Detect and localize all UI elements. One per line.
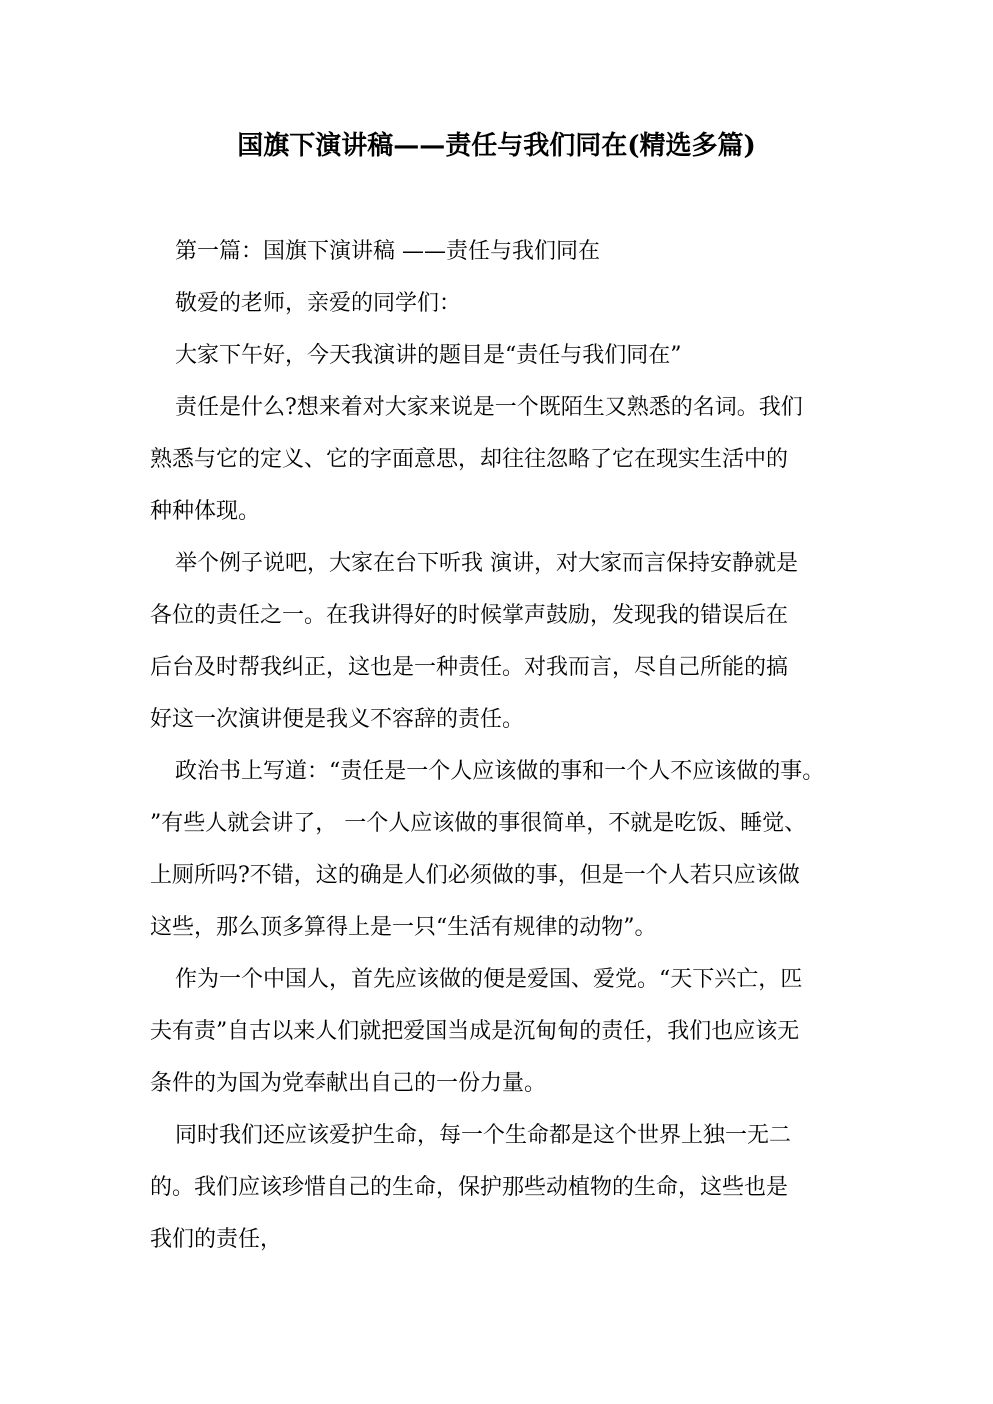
paragraph-line: ”有些人就会讲了， 一个人应该做的事很简单，不就是吃饭、睡觉、	[150, 811, 807, 836]
paragraph-line: 政治书上写道：“责任是一个人应该做的事和一个人不应该做的事。	[175, 759, 825, 784]
paragraph-line: 种种体现。	[150, 499, 261, 524]
paragraph-line: 熟悉与它的定义、它的字面意思，却往往忽略了它在现实生活中的	[150, 447, 789, 472]
paragraph-line: 责任是什么?想来着对大家来说是一个既陌生又熟悉的名词。我们	[175, 395, 803, 420]
paragraph-line: 敬爱的老师，亲爱的同学们：	[175, 291, 462, 316]
paragraph-line: 各位的责任之一。在我讲得好的时候掌声鼓励，发现我的错误后在	[150, 603, 789, 628]
paragraph-line: 好这一次演讲便是我义不容辞的责任。	[150, 707, 525, 732]
paragraph-line: 这些，那么顶多算得上是一只“生活有规律的动物”。	[150, 915, 657, 940]
document-title: 国旗下演讲稿——责任与我们同在(精选多篇)	[237, 131, 756, 161]
paragraph-line: 夫有责”自古以来人们就把爱国当成是沉甸甸的责任，我们也应该无	[150, 1019, 800, 1044]
paragraph-line: 举个例子说吧，大家在台下听我 演讲，对大家而言保持安静就是	[175, 551, 798, 576]
paragraph-line: 同时我们还应该爱护生命，每一个生命都是这个世界上独一无二	[175, 1123, 792, 1148]
paragraph-line: 条件的为国为党奉献出自己的一份力量。	[150, 1071, 547, 1096]
paragraph-line: 我们的责任，	[150, 1227, 283, 1252]
paragraph-line: 作为一个中国人，首先应该做的便是爱国、爱党。“天下兴亡，匹	[175, 967, 803, 992]
paragraph-line: 的。我们应该珍惜自己的生命，保护那些动植物的生命，这些也是	[150, 1175, 789, 1200]
paragraph-line: 上厕所吗?不错，这的确是人们必须做的事，但是一个人若只应该做	[150, 863, 800, 888]
paragraph-line: 后台及时帮我纠正，这也是一种责任。对我而言，尽自己所能的搞	[150, 655, 789, 680]
paragraph-line: 第一篇：国旗下演讲稿 ——责任与我们同在	[175, 239, 600, 264]
paragraph-line: 大家下午好，今天我演讲的题目是“责任与我们同在”	[175, 343, 682, 368]
